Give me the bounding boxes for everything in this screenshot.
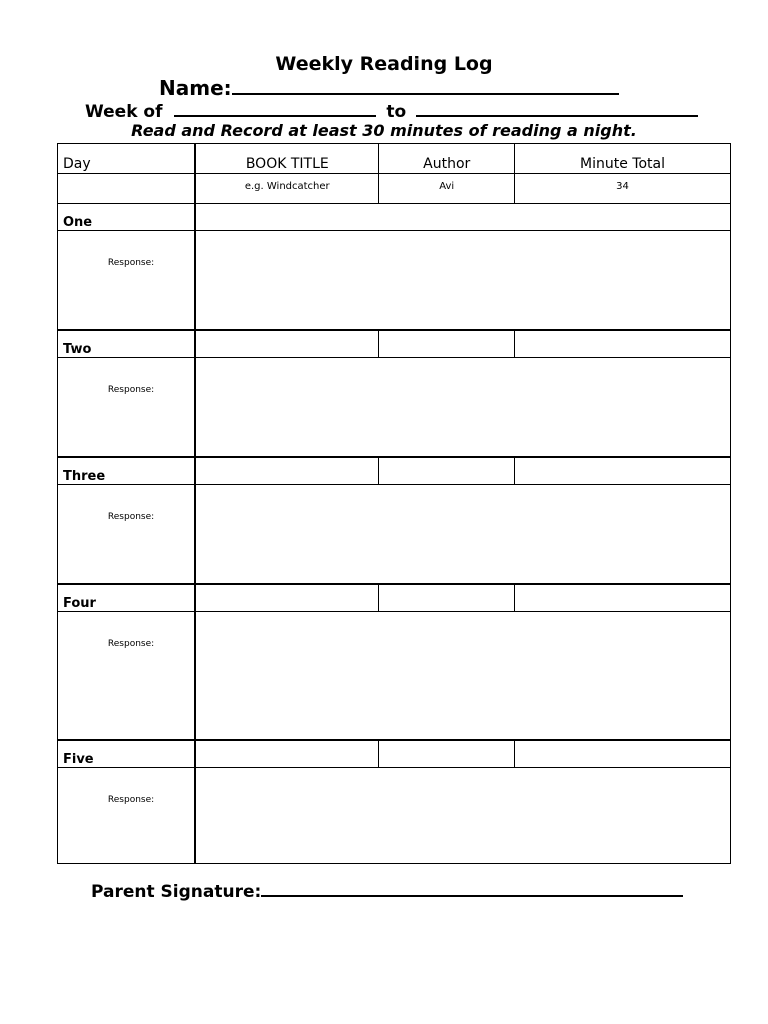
name-label: Name: xyxy=(159,76,232,100)
response-row-one xyxy=(58,231,731,331)
column-header-author: Author xyxy=(379,144,515,174)
parent-signature-blank-line[interactable] xyxy=(261,879,683,897)
response-label-four: Response: xyxy=(58,612,196,741)
response-area-three[interactable] xyxy=(195,485,730,585)
response-row-four xyxy=(58,612,731,741)
day-five-book-title-cell[interactable] xyxy=(195,740,379,768)
response-area-five[interactable] xyxy=(195,768,730,864)
week-row xyxy=(85,99,698,122)
column-header-day: Day xyxy=(58,144,196,174)
column-header-minute-total: Minute Total xyxy=(515,144,731,174)
response-label-two: Response: xyxy=(58,358,196,458)
example-book-title: e.g. Windcatcher xyxy=(195,174,379,204)
table-header-row xyxy=(58,144,731,174)
day-four-author-cell[interactable] xyxy=(379,584,515,612)
day-one-entry-cell[interactable] xyxy=(195,204,730,231)
response-row-three xyxy=(58,485,731,585)
day-row-one xyxy=(58,204,731,231)
instruction-text: Read and Record at least 30 minutes of reading a night. xyxy=(131,121,637,140)
day-label-two: Two xyxy=(58,330,196,358)
day-three-book-title-cell[interactable] xyxy=(195,457,379,485)
day-four-book-title-cell[interactable] xyxy=(195,584,379,612)
parent-signature-label: Parent Signature: xyxy=(91,882,262,902)
day-three-author-cell[interactable] xyxy=(379,457,515,485)
example-day-cell xyxy=(58,174,196,204)
example-author: Avi xyxy=(379,174,515,204)
week-start-blank-line[interactable] xyxy=(174,99,376,117)
name-blank-line[interactable] xyxy=(232,77,619,95)
day-five-author-cell[interactable] xyxy=(379,740,515,768)
column-header-book-title: BOOK TITLE xyxy=(195,144,379,174)
week-of-label: Week of xyxy=(85,102,163,122)
day-row-two xyxy=(58,330,731,358)
week-end-blank-line[interactable] xyxy=(416,99,698,117)
day-row-five xyxy=(58,740,731,768)
name-row xyxy=(159,76,619,100)
day-three-minutes-cell[interactable] xyxy=(515,457,731,485)
day-two-author-cell[interactable] xyxy=(379,330,515,358)
response-row-two xyxy=(58,358,731,458)
reading-log-table xyxy=(57,143,731,864)
day-row-three xyxy=(58,457,731,485)
day-label-three: Three xyxy=(58,457,196,485)
day-row-four xyxy=(58,584,731,612)
day-four-minutes-cell[interactable] xyxy=(515,584,731,612)
day-two-minutes-cell[interactable] xyxy=(515,330,731,358)
response-area-two[interactable] xyxy=(195,358,730,458)
page-title: Weekly Reading Log xyxy=(275,53,493,75)
response-row-five xyxy=(58,768,731,864)
response-label-five: Response: xyxy=(58,768,196,864)
day-five-minutes-cell[interactable] xyxy=(515,740,731,768)
response-label-three: Response: xyxy=(58,485,196,585)
example-row xyxy=(58,174,731,204)
parent-signature-row xyxy=(91,879,683,902)
to-label: to xyxy=(386,102,407,122)
day-label-five: Five xyxy=(58,740,196,768)
response-area-one[interactable] xyxy=(195,231,730,331)
response-label-one: Response: xyxy=(58,231,196,331)
response-area-four[interactable] xyxy=(195,612,730,741)
day-label-one: One xyxy=(58,204,196,231)
day-label-four: Four xyxy=(58,584,196,612)
day-two-book-title-cell[interactable] xyxy=(195,330,379,358)
example-minutes: 34 xyxy=(515,174,731,204)
